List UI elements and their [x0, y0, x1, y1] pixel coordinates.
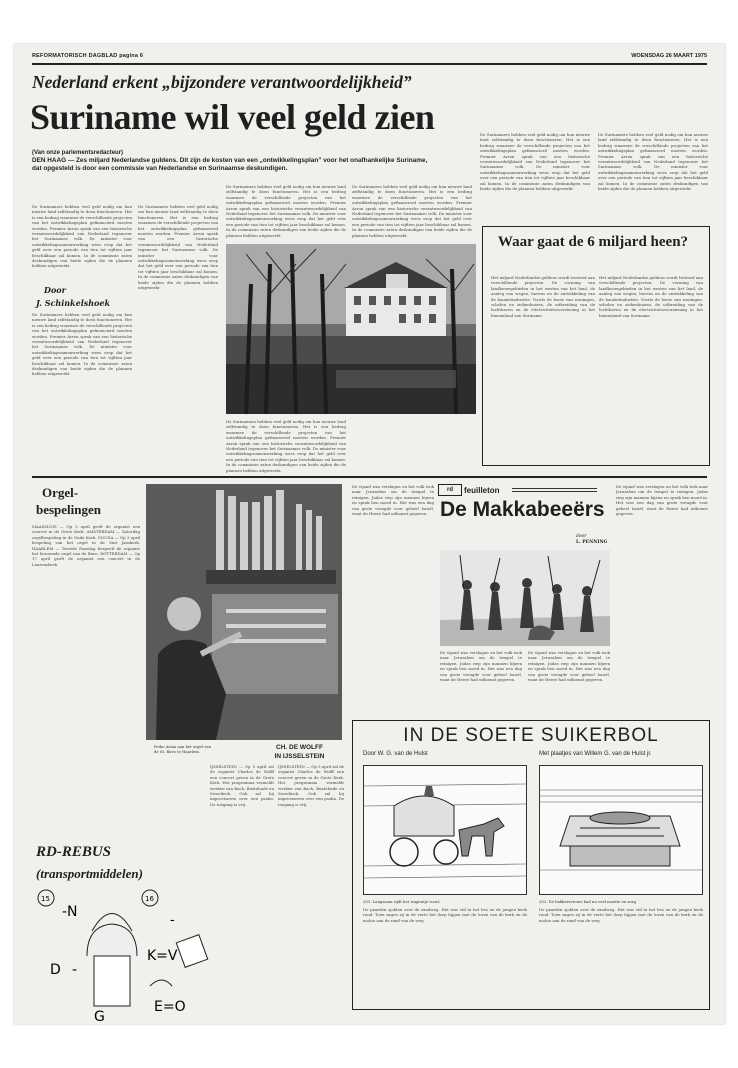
article-column-7: De Surinamers hebben veel geld nodig om hun nieuwe land zelfstandig te doen functioneren. Het is een bedrag waarmee de verschillende projecten van het ontwikkelingsplan gefinancierd moeten worden. Premier Arron sprak van een historische verantwoordelijkheid van Nederland tegenover het Surinaamse volk. De minister voor ontwikkelingssamenwerking wees erop dat het geld over een periode van tien tot vijftien jaar beschikbaar zal komen. In de commissie zaten deskundigen van beide zijden die de plannen hebben uitgewerkt. — [598, 132, 708, 192]
svg-text:G: G — [94, 1009, 105, 1025]
article-column-6: De Surinamers hebben veel geld nodig om hun nieuwe land zelfstandig te doen functioneren. Het is een bedrag waarmee de verschillende projecten van het ontwikkelingsplan gefinancierd moeten worden. Premier Arron sprak van een historische verantwoordelijkheid van Nederland tegenover het Surinaamse volk. De minister voor ontwikkelingssamenwerking wees erop dat het geld over een periode van tien tot vijftien jaar beschikbaar zal komen. In de commissie zaten deskundigen van beide zijden die de plannen hebben uitgewerkt. — [480, 132, 590, 192]
feuilleton-text-left: De vijand was verslagen en het volk trok naar Jeruzalem om de tempel te reinigen. Judas riep zijn mannen bijeen en sprak hen moed in. Het was een dag van grote vreugde voor geheel Israël, want de Heere had uitkomst gegeven. — [352, 484, 434, 517]
suikerbol-text-right: De paarden sjokten over de zandweg. Het was stil in het bos en de jongen keek rond. Toen zagen zij in de verte het dorp liggen met de toren van de kerk en de molen aan de rand van de weg. — [539, 907, 703, 923]
article-column-1: De Surinamers hebben veel geld nodig om hun nieuwe land zelfstandig te doen functioneren. Het is een bedrag waarmee de verschillende projecten van het ontwikkelingsplan gefinancierd moeten worden. Premier Arron sprak van een historische verantwoordelijkheid van Nederland tegenover het Surinaamse volk. De minister voor ontwikkelingssamenwerking wees erop dat het geld over een periode van tien tot vijftien jaar beschikbaar zal komen. In de commissie zaten deskundigen van beide zijden die de plannen hebben uitgewerkt. — [32, 312, 132, 377]
byline: (Van onze parlementsredacteur) — [32, 150, 124, 156]
svg-text:15: 15 — [41, 895, 50, 903]
article-column-3: De Surinamers hebben veel geld nodig om hun nieuwe land zelfstandig te doen functioneren. Het is een bedrag waarmee de verschillende projecten van het ontwikkelingsplan gefinancierd moeten worden. Premier Arron sprak van een historische verantwoordelijkheid van Nederland tegenover het Surinaamse volk. De minister voor ontwikkelingssamenwerking wees erop dat het geld over een periode van tien tot vijftien jaar beschikbaar zal komen. In de commissie zaten deskundigen van beide zijden die de plannen hebben uitgewerkt. — [226, 184, 346, 238]
feuilleton-label: feuilleton — [464, 486, 500, 495]
author-prefix: Door — [44, 285, 66, 295]
suikerbol-caption-left: 201. Langzaam rijdt het wagentje voort. — [363, 899, 441, 904]
suikerbol-illustration-left — [363, 765, 527, 895]
orgel-title-2: bespelingen — [36, 502, 102, 517]
wolff-text-left: IJSSELSTEIN — Op 5 april zal de organist Charles de Wolff een concert geven in de Grote Kerk. Het programma vermeldt werken van Bach, Buxtehude en Sweelinck. Ook zal hij improviseren over een psalm. De toegang is vrij. — [210, 764, 274, 807]
lead-paragraph: DEN HAAG — Zes miljard Nederlandse guldens. Dit zijn de kosten van een „ontwikkelingsplan” voor het onafhankelijke Suriname, dat opgesteld is door een commissie van Nederlandse en Surinaamse deskundigen. — [32, 157, 428, 172]
rebus-puzzle — [32, 886, 208, 1025]
feuilleton-ornament — [512, 488, 597, 492]
newspaper-page — [14, 44, 725, 1024]
svg-text:K=V: K=V — [147, 948, 178, 964]
suikerbol-box — [352, 720, 710, 1010]
sidebar-title: Waar gaat de 6 miljard heen? — [497, 234, 689, 250]
newspaper-header-date: WOENSDAG 26 MAART 1975 — [631, 53, 707, 59]
suikerbol-author: Door W. G. van de Hulst — [363, 751, 428, 757]
headline: Suriname wil veel geld zien — [30, 97, 435, 137]
house-photo — [226, 244, 476, 414]
feuilleton-text-mid-2: De vijand was verslagen en het volk trok naar Jeruzalem om de tempel te reinigen. Judas riep zijn mannen bijeen en sprak hen moed in. Het was een dag van grote vreugde voor geheel Israël, want de Heere had uitkomst gegeven. — [528, 650, 610, 683]
kicker: Nederland erkent „bijzondere verantwoordelijkheid” — [32, 72, 412, 92]
suikerbol-title: IN DE SOETE SUIKERBOL — [403, 725, 659, 746]
feuilleton-author: L. PENNING — [576, 540, 608, 545]
sidebar-column-1: Het miljard Nederlandse guldens wordt besteed aan verschillende projecten. De vorming van landbouwgebieden in het westen van het land, de aanleg van wegen, havens en de ontwikkeling van de bauxietindustrie. Voorts de bouw van woningen, scholen en ziekenhuizen, de uitbreiding van de luchthaven en de electriciteitsvoorziening in het binnenland van Suriname. — [491, 275, 595, 318]
svg-text:-: - — [72, 962, 78, 978]
feuilleton-text-right: De vijand was verslagen en het volk trok naar Jeruzalem om de tempel te reinigen. Judas riep zijn mannen bijeen en sprak hen moed in. Het was een dag van grote vreugde voor geheel Israël, want de Heere had uitkomst gegeven. — [616, 484, 708, 517]
article-column-4: De Surinamers hebben veel geld nodig om hun nieuwe land zelfstandig te doen functioneren. Het is een bedrag waarmee de verschillende projecten van het ontwikkelingsplan gefinancierd moeten worden. Premier Arron sprak van een historische verantwoordelijkheid van Nederland tegenover het Surinaamse volk. De minister voor ontwikkelingssamenwerking wees erop dat het geld over een periode van tien tot vijftien jaar beschikbaar zal komen. In de commissie zaten deskundigen van beide zijden die de plannen hebben uitgewerkt. — [226, 419, 346, 473]
sidebar-box — [482, 226, 710, 466]
suikerbol-illustration-right — [539, 765, 703, 895]
feuilleton-logo: rd — [438, 484, 462, 496]
suikerbol-text-left: De paarden sjokten over de zandweg. Het was stil in het bos en de jongen keek rond. Toen zagen zij in de verte het dorp liggen met de toren van de kerk en de molen aan de rand van de weg. — [363, 907, 527, 923]
article-column-5: De Surinamers hebben veel geld nodig om hun nieuwe land zelfstandig te doen functioneren. Het is een bedrag waarmee de verschillende projecten van het ontwikkelingsplan gefinancierd moeten worden. Premier Arron sprak van een historische verantwoordelijkheid van Nederland tegenover het Surinaamse volk. De minister voor ontwikkelingssamenwerking wees erop dat het geld over een periode van tien tot vijftien jaar beschikbaar zal komen. In de commissie zaten deskundigen van beide zijden die de plannen hebben uitgewerkt. — [352, 184, 472, 238]
svg-text:-: - — [170, 913, 175, 928]
orgel-title-1: Orgel- — [42, 485, 79, 500]
svg-text:-N: -N — [62, 904, 78, 920]
sidebar-column-2: Het miljard Nederlandse guldens wordt besteed aan verschillende projecten. De vorming van landbouwgebieden in het westen van het land, de aanleg van wegen, havens en de ontwikkeling van de bauxietindustrie. Voorts de bouw van woningen, scholen en ziekenhuizen, de uitbreiding van de luchthaven en de electriciteitsvoorziening in het binnenland van Suriname. — [599, 275, 703, 318]
header-rule — [32, 63, 707, 65]
feuilleton-illustration — [440, 550, 610, 646]
svg-text:D: D — [50, 962, 61, 978]
section-rule — [32, 476, 707, 478]
newspaper-header-left: REFORMATORISCH DAGBLAD pagina 6 — [32, 53, 144, 59]
feuilleton-title: De Makkabeeërs — [440, 498, 605, 521]
feuilleton-author-prefix: door — [576, 534, 587, 539]
organ-photo — [146, 484, 342, 740]
article-column-2: De Surinamers hebben veel geld nodig om hun nieuwe land zelfstandig te doen functioneren. Het is een bedrag waarmee de verschillende projecten van het ontwikkelingsplan gefinancierd moeten worden. Premier Arron sprak van een historische verantwoordelijkheid van Nederland tegenover het Surinaamse volk. De minister voor ontwikkelingssamenwerking wees erop dat het geld over een periode van tien tot vijftien jaar beschikbaar zal komen. In de commissie zaten deskundigen van beide zijden die de plannen hebben uitgewerkt. — [138, 204, 219, 291]
wolff-text-right: IJSSELSTEIN — Op 5 april zal de organist Charles de Wolff een concert geven in de Grote Kerk. Het programma vermeldt werken van Bach, Buxtehude en Sweelinck. Ook zal hij improviseren over een psalm. De toegang is vrij. — [278, 764, 344, 807]
suikerbol-illustrator: Met plaatjes van Willem G. van de Hulst jr. — [539, 751, 652, 757]
wolff-title-2: IN IJSSELSTEIN — [274, 753, 325, 760]
article-column-intro: De Surinamers hebben veel geld nodig om hun nieuwe land zelfstandig te doen functioneren. Het is een bedrag waarmee de verschillende projecten van het ontwikkelingsplan gefinancierd moeten worden. Premier Arron sprak van een historische verantwoordelijkheid van Nederland tegenover het Surinaamse volk. De minister voor ontwikkelingssamenwerking wees erop dat het geld over een periode van tien tot vijftien jaar beschikbaar zal komen. In de commissie zaten deskundigen van beide zijden die de plannen hebben uitgewerkt. — [32, 204, 132, 269]
wolff-title-1: CH. DE WOLFF — [276, 744, 323, 751]
organ-photo-caption: Feike Asma aan het orgel van de St. Bavo te Haarlem. — [154, 744, 212, 754]
author-name: J. Schinkelshoek — [36, 298, 111, 308]
orgel-text: MAASSLUIS — Op 5 april geeft de organist een concert in de Grote Kerk. AMSTERDAM — Zaterdag orgelbespeling in de Oude Kerk. GOUDA — Op 3 april bespeling van het orgel in de Sint Janskerk. HAARLEM — Tweede Paasdag bespeelt de organist het beroemde orgel van de Bavo. ROTTERDAM — Op 17 april geeft de organist een concert in de Laurenskerk. — [32, 524, 140, 567]
svg-text:E=O: E=O — [154, 999, 186, 1015]
svg-text:16: 16 — [145, 895, 154, 903]
feuilleton-block — [352, 484, 708, 714]
rebus-title: RD-REBUS — [36, 844, 112, 860]
rebus-subtitle: (transportmiddelen) — [36, 866, 143, 881]
suikerbol-caption-right: 202. De bakkersvrouw had nu veel moeite en zorg. — [539, 899, 638, 904]
feuilleton-text-mid-1: De vijand was verslagen en het volk trok naar Jeruzalem om de tempel te reinigen. Judas riep zijn mannen bijeen en sprak hen moed in. Het was een dag van grote vreugde voor geheel Israël, want de Heere had uitkomst gegeven. — [440, 650, 522, 683]
